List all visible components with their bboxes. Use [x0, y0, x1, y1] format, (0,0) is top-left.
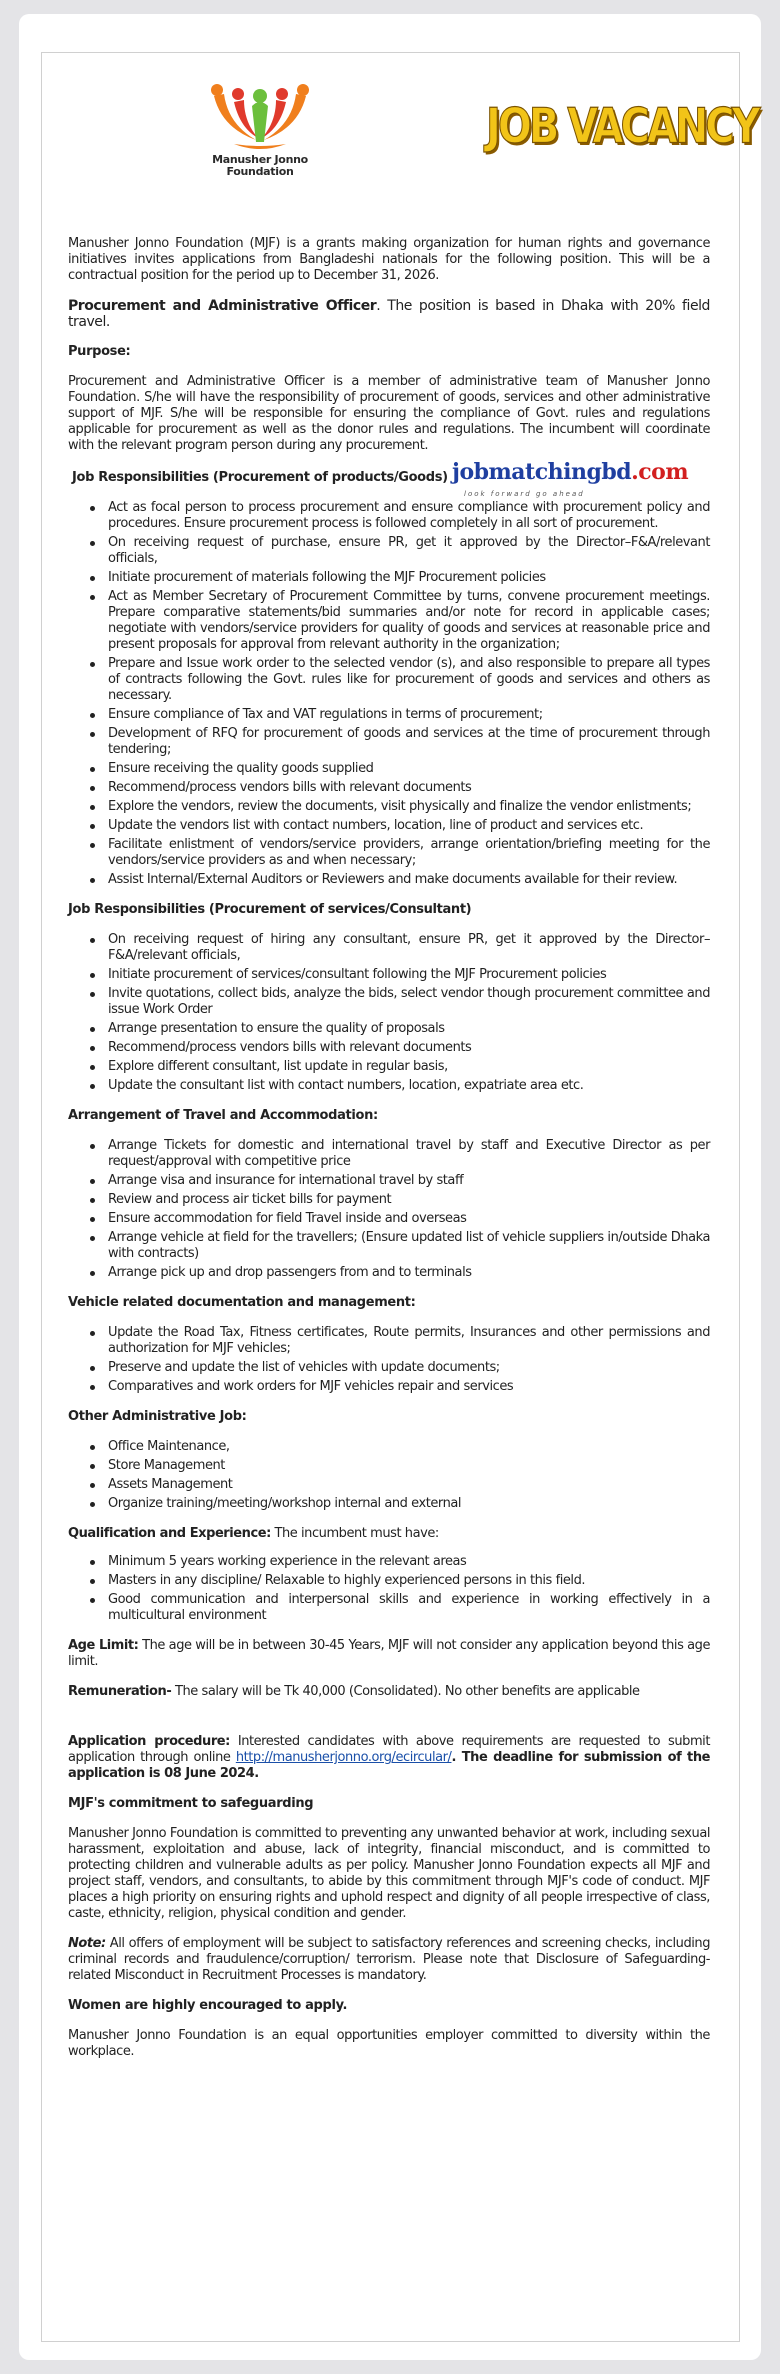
list-item: Act as Member Secretary of Procurement Committee by turns, convene procurement meetings. Prepare comparative statements/bid summaries and/or note for record in applicable cases; negotiate with vendors/service providers for quality of goods and services at reasonable price and present proposals for approval from relevant authority in the organization;	[68, 589, 710, 653]
application-label: Application procedure:	[68, 1734, 230, 1749]
note-text: All offers of employment will be subject to satisfactory references and screening checks, including criminal records and fraudulence/corruption/ terrorism. Please note that Disclosure of Safeguarding-related Misconduct in Recruitment Processes is mandatory.	[68, 1936, 710, 1983]
watermark-brand: jobmatchingbd	[452, 459, 632, 485]
list-item: On receiving request of hiring any consultant, ensure PR, get it approved by the Director–F&A/relevant officials,	[68, 932, 710, 964]
application-link[interactable]: http://manusherjonno.org/ecircular/	[235, 1750, 452, 1765]
logo-wordmark	[200, 154, 320, 178]
list-item: Ensure receiving the quality goods supplied	[68, 761, 710, 777]
vehicle-heading: Vehicle related documentation and management:	[68, 1295, 416, 1310]
list-item: Masters in any discipline/ Relaxable to highly experienced persons in this field.	[68, 1573, 710, 1589]
goods-heading: Job Responsibilities (Procurement of products/Goods)	[72, 470, 448, 485]
note-label: Note:	[68, 1936, 106, 1951]
list-item: Preserve and update the list of vehicles with update documents;	[68, 1360, 710, 1376]
logo-line-1: Manusher Jonno	[212, 153, 308, 166]
list-item: Good communication and interpersonal skills and experience in working effectively in a multicultural environment	[68, 1592, 710, 1624]
list-item: Explore the vendors, review the documents, visit physically and finalize the vendor enlistments;	[68, 799, 710, 815]
jobmatchingbd-watermark	[452, 459, 689, 485]
list-item: Prepare and Issue work order to the selected vendor (s), and also responsible to prepare all types of contracts following the Govt. rules like for procurement of goods and services and others as necessary.	[68, 656, 710, 704]
services-heading: Job Responsibilities (Procurement of services/Consultant)	[68, 902, 472, 917]
position-title: Procurement and Administrative Officer	[68, 298, 377, 314]
qualification-heading: Qualification and Experience:	[68, 1526, 271, 1541]
list-item: Assets Management	[68, 1477, 710, 1493]
watermark-tld: .com	[631, 459, 689, 485]
spacer	[68, 1714, 710, 1734]
qualification-lead: The incumbent must have:	[270, 1526, 439, 1541]
list-item: Review and process air ticket bills for payment	[68, 1192, 710, 1208]
people-logo-icon	[200, 76, 320, 156]
position-note: . The position is based in Dhaka with 20% field travel.	[68, 298, 710, 330]
list-item: Recommend/process vendors bills with relevant documents	[68, 780, 710, 796]
mjf-logo	[200, 76, 320, 182]
list-item: Update the consultant list with contact numbers, location, expatriate area etc.	[68, 1078, 710, 1094]
list-item: Office Maintenance,	[68, 1439, 710, 1455]
age-label: Age Limit:	[68, 1638, 139, 1653]
list-item: Arrange vehicle at field for the travellers; (Ensure updated list of vehicle suppliers in/outside Dhaka with contracts)	[68, 1230, 710, 1262]
list-item: On receiving request of purchase, ensure PR, get it approved by the Director–F&A/relevant officials,	[68, 535, 710, 567]
list-item: Act as focal person to process procurement and ensure compliance with procurement policy and procedures. Ensure procurement process is followed completely in all sort of procurement.	[68, 500, 710, 532]
list-item: Arrange visa and insurance for international travel by staff	[68, 1173, 710, 1189]
qualification-list	[68, 1554, 710, 1624]
list-item: Ensure compliance of Tax and VAT regulations in terms of procurement;	[68, 707, 710, 723]
list-item: Arrange pick up and drop passengers from and to terminals	[68, 1265, 710, 1281]
list-item: Invite quotations, collect bids, analyze the bids, select vendor though procurement committee and issue Work Order	[68, 986, 710, 1018]
list-item: Update the Road Tax, Fitness certificates, Route permits, Insurances and other permissions and authorization for MJF vehicles;	[68, 1325, 710, 1357]
services-list	[68, 932, 710, 1094]
watermark-tagline: look forward go ahead	[464, 490, 585, 498]
list-item: Update the vendors list with contact numbers, location, line of product and services etc.	[68, 818, 710, 834]
list-item: Explore different consultant, list update in regular basis,	[68, 1059, 710, 1075]
list-item: Minimum 5 years working experience in the relevant areas	[68, 1554, 710, 1570]
list-item: Organize training/meeting/workshop internal and external	[68, 1496, 710, 1512]
intro-paragraph: Manusher Jonno Foundation (MJF) is a grants making organization for human rights and governance initiatives invites applications from Bangladeshi nationals for the following position. This will be a contractual position for the period up to December 31, 2026.	[68, 236, 710, 283]
list-item: Initiate procurement of materials following the MJF Procurement policies	[68, 570, 710, 586]
travel-heading: Arrangement of Travel and Accommodation:	[68, 1108, 378, 1123]
list-item: Comparatives and work orders for MJF vehicles repair and services	[68, 1379, 710, 1395]
age-paragraph	[68, 1638, 710, 1670]
document-body	[68, 236, 710, 2074]
other-list	[68, 1439, 710, 1512]
goods-heading-row	[68, 459, 710, 498]
job-vacancy-banner: JOB VACANCY	[486, 99, 758, 155]
equal-opportunity: Manusher Jonno Foundation is an equal opportunities employer committed to diversity within the workplace.	[68, 2028, 710, 2059]
list-item: Recommend/process vendors bills with relevant documents	[68, 1040, 710, 1056]
remuneration-paragraph	[68, 1684, 710, 1700]
purpose-heading: Purpose:	[68, 344, 131, 359]
other-heading: Other Administrative Job:	[68, 1409, 247, 1424]
list-item: Facilitate enlistment of vendors/service providers, arrange orientation/briefing meeting for the vendors/service providers as and when necessary;	[68, 837, 710, 869]
remuneration-text: The salary will be Tk 40,000 (Consolidated). No other benefits are applicable	[171, 1684, 640, 1699]
logo-line-2: Foundation	[226, 165, 294, 178]
purpose-text: Procurement and Administrative Officer is a member of administrative team of Manusher Jonno Foundation. S/he will have the responsibility of procurement of goods, services and other administrative support of MJF. S/he will be responsible for ensuring the compliance of Govt. rules and regulations applicable for procurement as well as the donor rules and regulations. The incumbent will coordinate with the relevant program person during any procurement.	[68, 374, 710, 453]
vehicle-list	[68, 1325, 710, 1395]
remuneration-label: Remuneration-	[68, 1684, 172, 1699]
safeguarding-heading: MJF's commitment to safeguarding	[68, 1796, 314, 1811]
list-item: Arrange presentation to ensure the quality of proposals	[68, 1021, 710, 1037]
age-text: The age will be in between 30-45 Years, MJF will not consider any application beyond this age limit.	[68, 1638, 710, 1669]
qualification-line	[68, 1526, 710, 1542]
list-item: Store Management	[68, 1458, 710, 1474]
women-encouraged: Women are highly encouraged to apply.	[68, 1998, 348, 2013]
list-item: Assist Internal/External Auditors or Reviewers and make documents available for their review.	[68, 872, 710, 888]
safeguarding-text: Manusher Jonno Foundation is committed to preventing any unwanted behavior at work, including sexual harassment, exploitation and abuse, lack of integrity, financial misconduct, and is committed to protecting children and vulnerable adults as per policy. Manusher Jonno Foundation expects all MJF and project staff, vendors, and consultants, to abide by this commitment through MJF's code of conduct. MJF places a high priority on ensuring rights and uphold respect and dignity of all people irrespective of class, caste, ethnicity, religion, physical condition and gender.	[68, 1826, 710, 1921]
position-line	[68, 298, 710, 330]
list-item: Development of RFQ for procurement of goods and services at the time of procurement through tendering;	[68, 726, 710, 758]
list-item: Arrange Tickets for domestic and international travel by staff and Executive Director as per request/approval with competitive price	[68, 1138, 710, 1170]
note-paragraph	[68, 1936, 710, 1984]
list-item: Initiate procurement of services/consultant following the MJF Procurement policies	[68, 967, 710, 983]
goods-list	[68, 500, 710, 888]
application-deadline: . The deadline for submission of the application is 08 June 2024.	[68, 1750, 710, 1781]
application-text: Interested candidates with above requirements are requested to submit application through online	[68, 1734, 710, 1765]
application-paragraph	[68, 1734, 710, 1782]
list-item: Ensure accommodation for field Travel inside and overseas	[68, 1211, 710, 1227]
travel-list	[68, 1138, 710, 1281]
